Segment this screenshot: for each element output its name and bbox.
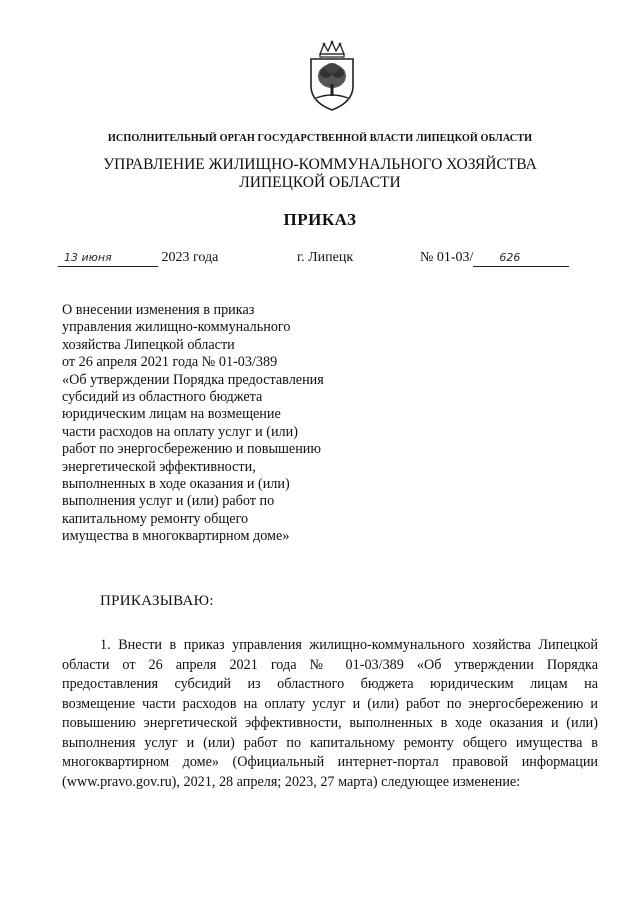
subject-line: капитальному ремонту общего xyxy=(62,510,249,527)
department-line: УПРАВЛЕНИЕ ЖИЛИЩНО-КОММУНАЛЬНОГО ХОЗЯЙСТВА xyxy=(103,156,537,173)
subject-line: «Об утверждении Порядка предоставления xyxy=(62,371,324,388)
body-line: многоквартирном доме» (Официальный интернет-портал правовой информации xyxy=(62,754,598,770)
order-clause-1 xyxy=(62,636,598,792)
order-place: г. Липецк xyxy=(297,250,354,265)
body-line: 1. Внести в приказ управления жилищно-коммунального хозяйства Липецкой xyxy=(100,637,598,653)
order-number xyxy=(420,250,569,267)
body-line: выполнения услуг и (или) работ по капитальному ремонту общего имущества в xyxy=(62,734,598,751)
document-type: ПРИКАЗ xyxy=(283,210,357,229)
subject-line: хозяйства Липецкой области xyxy=(62,336,235,353)
subject-line: работ по энергосбережению и повышению xyxy=(62,441,321,458)
subject-line: юридическим лицам на возмещение xyxy=(62,406,281,423)
subject-line: О внесении изменения в приказ xyxy=(62,302,255,318)
department-line: ЛИПЕЦКОЙ ОБЛАСТИ xyxy=(239,174,401,191)
subject-line: части расходов на оплату услуг и (или) xyxy=(62,423,298,440)
order-subject xyxy=(62,302,382,546)
body-line: области от 26 апреля 2021 года № 01-03/389 «Об утверждении Порядка xyxy=(62,656,598,673)
department-name xyxy=(0,156,640,192)
order-year: 2023 года xyxy=(161,250,219,265)
subject-line: управления жилищно-коммунального xyxy=(62,319,291,336)
issuing-authority: ИСПОЛНИТЕЛЬНЫЙ ОРГАН ГОСУДАРСТВЕННОЙ ВЛАСТИ ЛИПЕЦКОЙ ОБЛАСТИ xyxy=(107,133,533,144)
subject-line: от 26 апреля 2021 года № 01-03/389 xyxy=(62,354,278,371)
body-line: возмещение части расходов на оплату услуг и (или) работ по энергосбережению и xyxy=(62,695,598,712)
subject-line: энергетической эффективности, xyxy=(62,458,256,475)
body-line: предоставления субсидий из областного бюджета юридическим лицам на xyxy=(62,676,598,692)
subject-line: выполненных в ходе оказания и (или) xyxy=(62,476,290,493)
order-directive: ПРИКАЗЫВАЮ: xyxy=(100,593,214,609)
coat-of-arms-icon xyxy=(302,40,362,112)
body-line: (www.pravo.gov.ru), 2021, 28 апреля; 2023, 27 марта) следующее изменение: xyxy=(62,773,521,790)
subject-line: выполнения услуг и (или) работ по xyxy=(62,493,275,510)
handwritten-date: 13 июня xyxy=(58,252,158,267)
handwritten-number: 626 xyxy=(473,252,569,267)
body-line: повышению энергетической эффективности, выполненных в ходе оказания и (или) xyxy=(62,715,598,731)
subject-line: субсидий из областного бюджета xyxy=(62,389,263,406)
order-number-prefix: № 01-03/ xyxy=(420,250,474,265)
subject-line: имущества в многоквартирном доме» xyxy=(62,528,290,545)
order-date xyxy=(58,250,218,267)
